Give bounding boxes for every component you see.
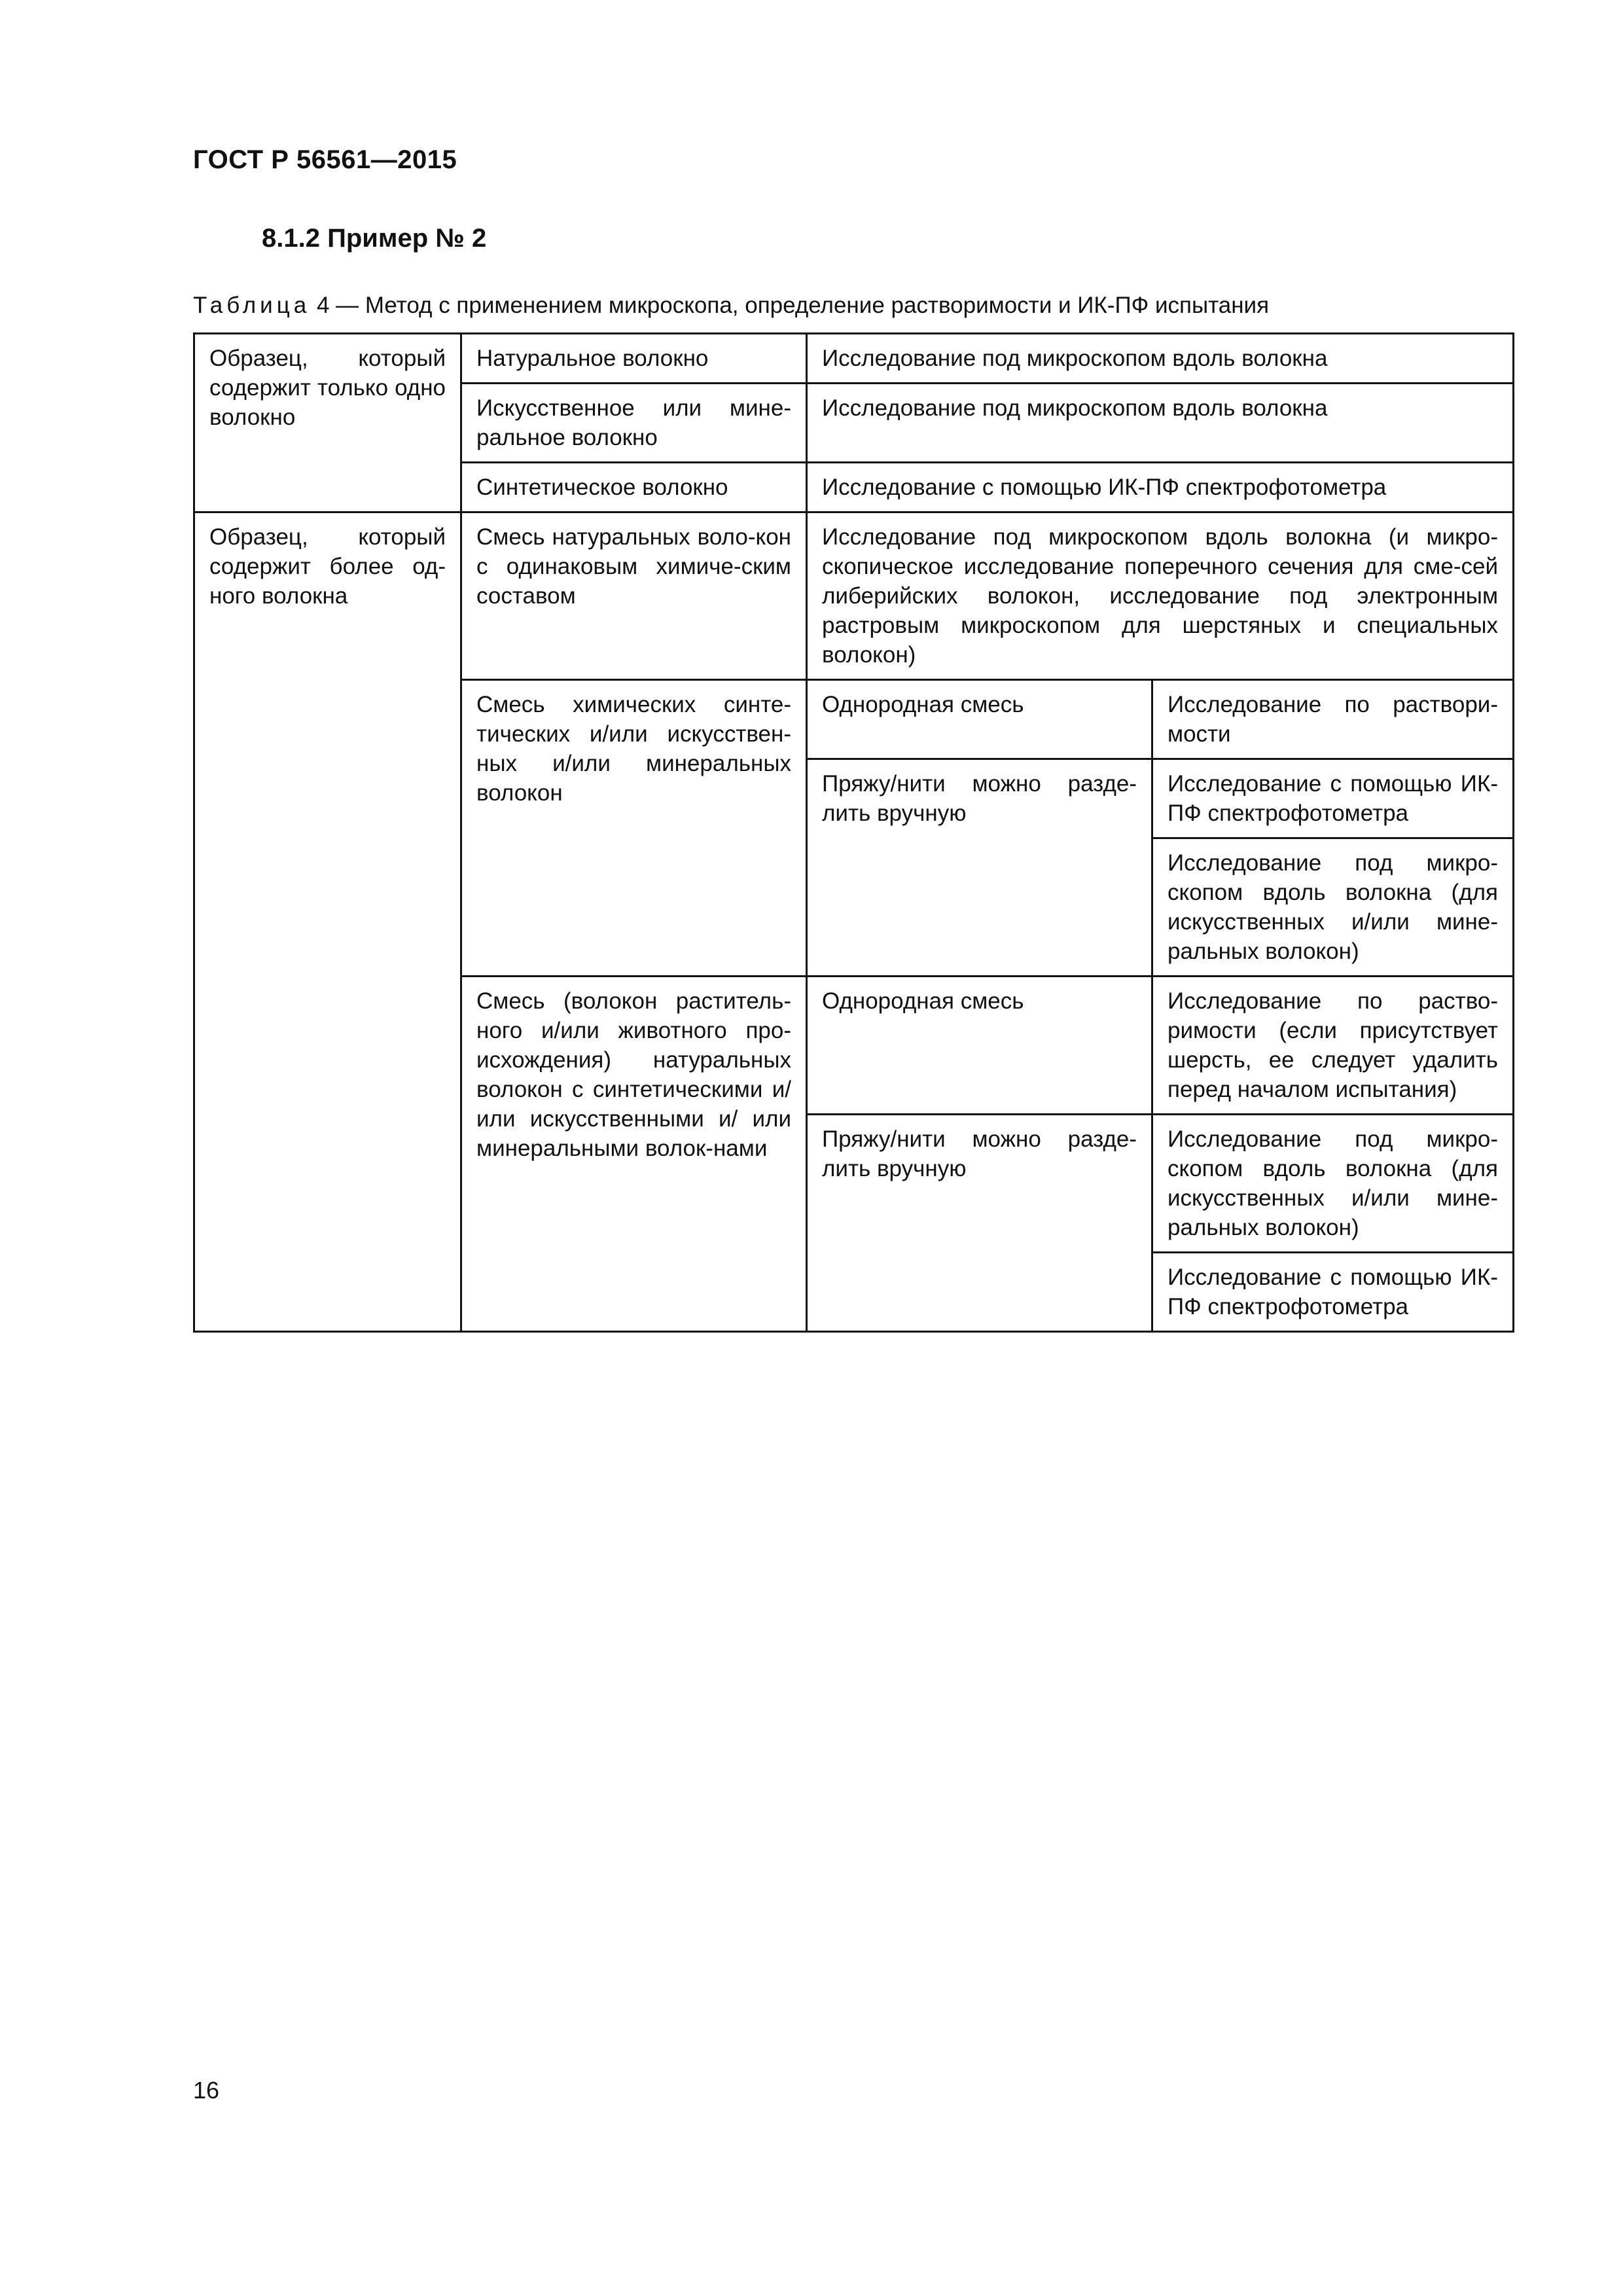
table-cell-fiber: Искусственное или мине-ральное волокно [461,384,807,463]
table-cell-method: Исследование с помощью ИК-ПФ спектрофотометра [1152,759,1514,838]
table-cell-method: Исследование под микро-скопом вдоль волокна (для искусственных и/или мине-ральных волокон) [1152,838,1514,977]
table-cell-mix-type: Пряжу/нити можно разде-лить вручную [807,1115,1152,1332]
table-caption [193,293,1269,319]
table-cell-fiber: Смесь натуральных воло-кон с одинаковым химиче-ским составом [461,512,807,680]
section-heading: 8.1.2 Пример № 2 [262,224,487,253]
table-cell-method: Исследование под микроскопом вдоль волокна [807,384,1514,463]
table-cell-mix-type: Пряжу/нити можно разде-лить вручную [807,759,1152,977]
table-cell-method: Исследование с помощью ИК-ПФ спектрофотометра [1152,1253,1514,1332]
table-cell-method: Исследование под микроскопом вдоль волокна [807,334,1514,384]
table-cell-fiber: Натуральное волокно [461,334,807,384]
caption-text: 4 — Метод с применением микроскопа, определение растворимости и ИК-ПФ испытания [310,293,1270,318]
page-number: 16 [193,2077,220,2104]
table-cell-fiber: Смесь (волокон раститель-ного и/или животного про-исхождения) натуральных волокон с синтетическими и/или искусственными и/ или минеральными волок-нами [461,977,807,1332]
table-cell-method: Исследование под микро-скопом вдоль волокна (для искусственных и/или мине-ральных волокон) [1152,1115,1514,1253]
table-cell-sample-multiple: Образец, который содержит более од-ного волокна [194,512,461,1332]
table-cell-method: Исследование с помощью ИК-ПФ спектрофотометра [807,463,1514,512]
table-row [194,512,1514,680]
table-cell-method: Исследование под микроскопом вдоль волокна (и микро-скопическое исследование поперечного сечения для сме-сей либерийских волокон, исследование под электронным растровым микроскопом для шерстяных и специальных волокон) [807,512,1514,680]
table-cell-fiber: Смесь химических синте-тических и/или искусствен-ных и/или минеральных волокон [461,680,807,977]
table-cell-fiber: Синтетическое волокно [461,463,807,512]
table-cell-sample-single: Образец, который содержит только одно волокно [194,334,461,512]
table-row [194,334,1514,384]
document-code: ГОСТ Р 56561—2015 [193,145,457,174]
table-cell-mix-type: Однородная смесь [807,680,1152,759]
table-cell-mix-type: Однородная смесь [807,977,1152,1115]
table-cell-method: Исследование по раство-римости (если присутствует шерсть, ее следует удалить перед началом испытания) [1152,977,1514,1115]
methods-table [193,332,1514,1333]
table-cell-method: Исследование по раствори-мости [1152,680,1514,759]
caption-label: Таблица [193,293,311,318]
